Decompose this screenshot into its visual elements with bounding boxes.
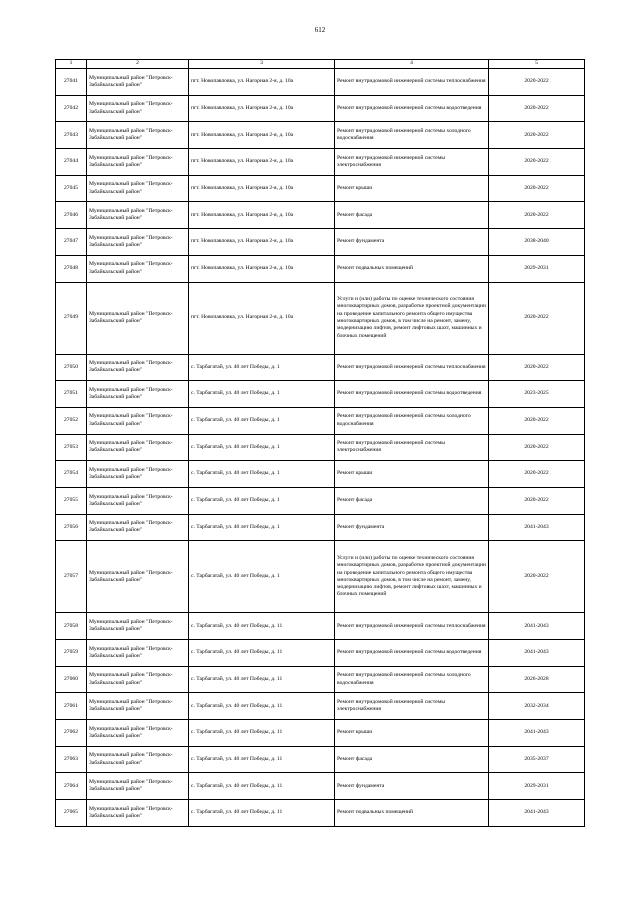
work-type-cell: Ремонт крыши bbox=[335, 720, 489, 747]
table-row bbox=[56, 666, 585, 693]
address-cell: с. Тарбагатай, ул. 40 лет Победы, д. 1 bbox=[189, 541, 335, 613]
row-number-cell: 27049 bbox=[56, 282, 87, 354]
work-type-cell: Ремонт внутридомовой инженерной системы холодного водоснабжения bbox=[335, 122, 489, 149]
period-cell: 2038-2040 bbox=[489, 229, 585, 256]
municipality-cell: Муниципальный район "Петровск-Забайкальский район" bbox=[87, 461, 189, 488]
column-header-1: 1 bbox=[56, 60, 87, 69]
municipality-cell: Муниципальный район "Петровск-Забайкальский район" bbox=[87, 746, 189, 773]
municipality-cell: Муниципальный район "Петровск-Забайкальский район" bbox=[87, 541, 189, 613]
row-number-cell: 27065 bbox=[56, 800, 87, 827]
work-type-cell: Ремонт внутридомовой инженерной системы электроснабжения bbox=[335, 149, 489, 176]
address-cell: с. Тарбагатай, ул. 40 лет Победы, д. 11 bbox=[189, 693, 335, 720]
work-type-cell: Ремонт внутридомовой инженерной системы теплоснабжения bbox=[335, 354, 489, 381]
work-type-cell: Ремонт внутридомовой инженерной системы водоотведения bbox=[335, 95, 489, 122]
table-row bbox=[56, 95, 585, 122]
address-cell: с. Тарбагатай, ул. 40 лет Победы, д. 1 bbox=[189, 514, 335, 541]
table-row bbox=[56, 487, 585, 514]
period-cell: 2029-2031 bbox=[489, 255, 585, 282]
row-number-cell: 27057 bbox=[56, 541, 87, 613]
capital-repair-table bbox=[55, 59, 585, 827]
municipality-cell: Муниципальный район "Петровск-Забайкальский район" bbox=[87, 255, 189, 282]
municipality-cell: Муниципальный район "Петровск-Забайкальский район" bbox=[87, 693, 189, 720]
table-row bbox=[56, 640, 585, 667]
municipality-cell: Муниципальный район "Петровск-Забайкальский район" bbox=[87, 149, 189, 176]
row-number-cell: 27058 bbox=[56, 613, 87, 640]
period-cell: 2041-2043 bbox=[489, 514, 585, 541]
municipality-cell: Муниципальный район "Петровск-Забайкальский район" bbox=[87, 381, 189, 408]
municipality-cell: Муниципальный район "Петровск-Забайкальский район" bbox=[87, 229, 189, 256]
row-number-cell: 27043 bbox=[56, 122, 87, 149]
table-row bbox=[56, 354, 585, 381]
work-type-cell: Ремонт крыши bbox=[335, 461, 489, 488]
row-number-cell: 27060 bbox=[56, 666, 87, 693]
address-cell: с. Тарбагатай, ул. 40 лет Победы, д. 11 bbox=[189, 613, 335, 640]
municipality-cell: Муниципальный район "Петровск-Забайкальский район" bbox=[87, 175, 189, 202]
row-number-cell: 27051 bbox=[56, 381, 87, 408]
period-cell: 2020-2022 bbox=[489, 461, 585, 488]
period-cell: 2035-2037 bbox=[489, 746, 585, 773]
table-row bbox=[56, 434, 585, 461]
table-row bbox=[56, 773, 585, 800]
period-cell: 2020-2022 bbox=[489, 95, 585, 122]
address-cell: пгт. Новопавловка, ул. Нагорная 2-я, д. 10а bbox=[189, 95, 335, 122]
period-cell: 2041-2043 bbox=[489, 613, 585, 640]
work-type-cell: Ремонт подвальных помещений bbox=[335, 255, 489, 282]
row-number-cell: 27048 bbox=[56, 255, 87, 282]
table-row bbox=[56, 202, 585, 229]
work-type-cell: Услуги и (или) работы по оценке технического состояния многоквартирных домов, разработке проектной документации на проведение капитального ремонта общего имущества многоквартирных домов, в том числе на ремонт, замену, модернизацию лифтов, ремонт лифтовых шахт, машинных и блочных помещений bbox=[335, 541, 489, 613]
work-type-cell: Ремонт фасада bbox=[335, 487, 489, 514]
table-row bbox=[56, 800, 585, 827]
page-number: 612 bbox=[314, 26, 326, 34]
column-header-5: 5 bbox=[489, 60, 585, 69]
address-cell: с. Тарбагатай, ул. 40 лет Победы, д. 11 bbox=[189, 720, 335, 747]
municipality-cell: Муниципальный район "Петровск-Забайкальский район" bbox=[87, 773, 189, 800]
work-type-cell: Ремонт крыши bbox=[335, 175, 489, 202]
period-cell: 2026-2028 bbox=[489, 666, 585, 693]
address-cell: пгт. Новопавловка, ул. Нагорная 2-я, д. 10а bbox=[189, 255, 335, 282]
table-row bbox=[56, 282, 585, 354]
column-header-2: 2 bbox=[87, 60, 189, 69]
row-number-cell: 27056 bbox=[56, 514, 87, 541]
row-number-cell: 27046 bbox=[56, 202, 87, 229]
work-type-cell: Ремонт внутридомовой инженерной системы водоотведения bbox=[335, 640, 489, 667]
table-body bbox=[56, 69, 585, 827]
table-row bbox=[56, 175, 585, 202]
address-cell: с. Тарбагатай, ул. 40 лет Победы, д. 11 bbox=[189, 746, 335, 773]
work-type-cell: Ремонт внутридомовой инженерной системы теплоснабжения bbox=[335, 69, 489, 96]
row-number-cell: 27052 bbox=[56, 407, 87, 434]
period-cell: 2020-2022 bbox=[489, 122, 585, 149]
work-type-cell: Ремонт фундамента bbox=[335, 229, 489, 256]
work-type-cell: Ремонт фундамента bbox=[335, 773, 489, 800]
work-type-cell: Ремонт внутридомовой инженерной системы холодного водоснабжения bbox=[335, 666, 489, 693]
work-type-cell: Ремонт фундамента bbox=[335, 514, 489, 541]
table-row bbox=[56, 69, 585, 96]
address-cell: с. Тарбагатай, ул. 40 лет Победы, д. 11 bbox=[189, 666, 335, 693]
work-type-cell: Ремонт внутридомовой инженерной системы холодного водоснабжения bbox=[335, 407, 489, 434]
municipality-cell: Муниципальный район "Петровск-Забайкальский район" bbox=[87, 354, 189, 381]
row-number-cell: 27063 bbox=[56, 746, 87, 773]
table-row bbox=[56, 255, 585, 282]
work-type-cell: Ремонт внутридомовой инженерной системы электроснабжения bbox=[335, 693, 489, 720]
address-cell: с. Тарбагатай, ул. 40 лет Победы, д. 1 bbox=[189, 461, 335, 488]
work-type-cell: Ремонт внутридомовой инженерной системы электроснабжения bbox=[335, 434, 489, 461]
work-type-cell: Ремонт фасада bbox=[335, 746, 489, 773]
address-cell: пгт. Новопавловка, ул. Нагорная 2-я, д. 10а bbox=[189, 282, 335, 354]
period-cell: 2020-2022 bbox=[489, 202, 585, 229]
table-row bbox=[56, 613, 585, 640]
municipality-cell: Муниципальный район "Петровск-Забайкальский район" bbox=[87, 282, 189, 354]
row-number-cell: 27045 bbox=[56, 175, 87, 202]
address-cell: с. Тарбагатай, ул. 40 лет Победы, д. 1 bbox=[189, 381, 335, 408]
row-number-cell: 27062 bbox=[56, 720, 87, 747]
period-cell: 2041-2043 bbox=[489, 640, 585, 667]
period-cell: 2020-2022 bbox=[489, 434, 585, 461]
address-cell: с. Тарбагатай, ул. 40 лет Победы, д. 11 bbox=[189, 800, 335, 827]
row-number-cell: 27042 bbox=[56, 95, 87, 122]
period-cell: 2020-2022 bbox=[489, 407, 585, 434]
row-number-cell: 27059 bbox=[56, 640, 87, 667]
row-number-cell: 27061 bbox=[56, 693, 87, 720]
work-type-cell: Ремонт внутридомовой инженерной системы теплоснабжения bbox=[335, 613, 489, 640]
table-row bbox=[56, 514, 585, 541]
table-row bbox=[56, 381, 585, 408]
municipality-cell: Муниципальный район "Петровск-Забайкальский район" bbox=[87, 720, 189, 747]
address-cell: пгт. Новопавловка, ул. Нагорная 2-я, д. 10а bbox=[189, 229, 335, 256]
period-cell: 2020-2022 bbox=[489, 282, 585, 354]
work-type-cell: Ремонт внутридомовой инженерной системы водоотведения bbox=[335, 381, 489, 408]
municipality-cell: Муниципальный район "Петровск-Забайкальский район" bbox=[87, 613, 189, 640]
address-cell: пгт. Новопавловка, ул. Нагорная 2-я, д. 10а bbox=[189, 175, 335, 202]
table-row bbox=[56, 693, 585, 720]
row-number-cell: 27041 bbox=[56, 69, 87, 96]
period-cell: 2020-2022 bbox=[489, 487, 585, 514]
address-cell: с. Тарбагатай, ул. 40 лет Победы, д. 1 bbox=[189, 434, 335, 461]
period-cell: 2020-2022 bbox=[489, 354, 585, 381]
period-cell: 2041-2043 bbox=[489, 800, 585, 827]
table-row bbox=[56, 149, 585, 176]
work-type-cell: Ремонт подвальных помещений bbox=[335, 800, 489, 827]
municipality-cell: Муниципальный район "Петровск-Забайкальский район" bbox=[87, 407, 189, 434]
address-cell: с. Тарбагатай, ул. 40 лет Победы, д. 1 bbox=[189, 407, 335, 434]
table-row bbox=[56, 122, 585, 149]
row-number-cell: 27050 bbox=[56, 354, 87, 381]
work-type-cell: Услуги и (или) работы по оценке технического состояния многоквартирных домов, разработке проектной документации на проведение капитального ремонта общего имущества многоквартирных домов, в том числе на ремонт, замену, модернизацию лифтов, ремонт лифтовых шахт, машинных и блочных помещений bbox=[335, 282, 489, 354]
column-header-4: 4 bbox=[335, 60, 489, 69]
work-type-cell: Ремонт фасада bbox=[335, 202, 489, 229]
row-number-cell: 27053 bbox=[56, 434, 87, 461]
table-row bbox=[56, 746, 585, 773]
row-number-cell: 27064 bbox=[56, 773, 87, 800]
address-cell: пгт. Новопавловка, ул. Нагорная 2-я, д. 10а bbox=[189, 202, 335, 229]
period-cell: 2020-2022 bbox=[489, 149, 585, 176]
address-cell: с. Тарбагатай, ул. 40 лет Победы, д. 1 bbox=[189, 487, 335, 514]
address-cell: пгт. Новопавловка, ул. Нагорная 2-я, д. 10а bbox=[189, 122, 335, 149]
period-cell: 2020-2022 bbox=[489, 541, 585, 613]
municipality-cell: Муниципальный район "Петровск-Забайкальский район" bbox=[87, 640, 189, 667]
row-number-cell: 27044 bbox=[56, 149, 87, 176]
row-number-cell: 27055 bbox=[56, 487, 87, 514]
period-cell: 2029-2031 bbox=[489, 773, 585, 800]
municipality-cell: Муниципальный район "Петровск-Забайкальский район" bbox=[87, 800, 189, 827]
municipality-cell: Муниципальный район "Петровск-Забайкальский район" bbox=[87, 122, 189, 149]
address-cell: с. Тарбагатай, ул. 40 лет Победы, д. 11 bbox=[189, 773, 335, 800]
municipality-cell: Муниципальный район "Петровск-Забайкальский район" bbox=[87, 434, 189, 461]
row-number-cell: 27054 bbox=[56, 461, 87, 488]
row-number-cell: 27047 bbox=[56, 229, 87, 256]
period-cell: 2041-2043 bbox=[489, 720, 585, 747]
table-row bbox=[56, 229, 585, 256]
municipality-cell: Муниципальный район "Петровск-Забайкальский район" bbox=[87, 487, 189, 514]
period-cell: 2020-2022 bbox=[489, 69, 585, 96]
address-cell: пгт. Новопавловка, ул. Нагорная 2-я, д. 10а bbox=[189, 69, 335, 96]
table-header-row bbox=[56, 60, 585, 69]
address-cell: с. Тарбагатай, ул. 40 лет Победы, д. 1 bbox=[189, 354, 335, 381]
column-header-3: 3 bbox=[189, 60, 335, 69]
table-row bbox=[56, 720, 585, 747]
municipality-cell: Муниципальный район "Петровск-Забайкальский район" bbox=[87, 202, 189, 229]
municipality-cell: Муниципальный район "Петровск-Забайкальский район" bbox=[87, 95, 189, 122]
table-row bbox=[56, 461, 585, 488]
municipality-cell: Муниципальный район "Петровск-Забайкальский район" bbox=[87, 514, 189, 541]
period-cell: 2023-2025 bbox=[489, 381, 585, 408]
table-row bbox=[56, 541, 585, 613]
municipality-cell: Муниципальный район "Петровск-Забайкальский район" bbox=[87, 69, 189, 96]
period-cell: 2032-2034 bbox=[489, 693, 585, 720]
table-row bbox=[56, 407, 585, 434]
period-cell: 2020-2022 bbox=[489, 175, 585, 202]
municipality-cell: Муниципальный район "Петровск-Забайкальский район" bbox=[87, 666, 189, 693]
address-cell: с. Тарбагатай, ул. 40 лет Победы, д. 11 bbox=[189, 640, 335, 667]
address-cell: пгт. Новопавловка, ул. Нагорная 2-я, д. 10а bbox=[189, 149, 335, 176]
